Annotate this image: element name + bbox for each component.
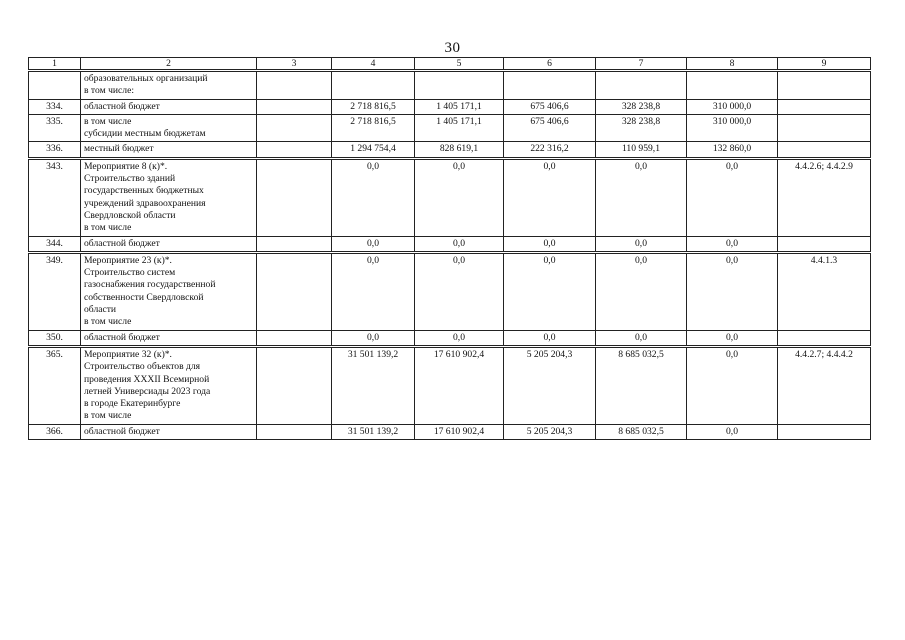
amount-cell-c6: 0,0 bbox=[504, 236, 596, 251]
amount-cell-c4: 0,0 bbox=[332, 330, 415, 345]
description-line: Строительство зданий bbox=[84, 173, 176, 185]
row-description bbox=[81, 142, 257, 157]
amount-cell-c7: 0,0 bbox=[596, 330, 687, 345]
description-line: областной бюджет bbox=[84, 100, 160, 112]
amount-cell-c7: 8 685 032,5 bbox=[596, 424, 687, 439]
amount-cell-c8: 310 000,0 bbox=[687, 99, 778, 114]
header-cell: 1 bbox=[29, 58, 81, 70]
amount-cell-c8: 0,0 bbox=[687, 159, 778, 236]
target-code-cell bbox=[778, 424, 871, 439]
row-number: 343. bbox=[29, 159, 81, 236]
target-code-cell bbox=[778, 99, 871, 114]
row-number: 350. bbox=[29, 330, 81, 345]
description-line: в том числе bbox=[84, 316, 132, 328]
row-description bbox=[81, 236, 257, 251]
amount-cell-c3 bbox=[257, 347, 332, 424]
amount-cell-c5: 0,0 bbox=[415, 330, 504, 345]
table-row bbox=[29, 142, 871, 157]
table-row bbox=[29, 236, 871, 251]
table-row bbox=[29, 330, 871, 345]
description-line: области bbox=[84, 304, 117, 316]
page-number: 30 bbox=[444, 40, 461, 56]
header-cell: 8 bbox=[687, 58, 778, 70]
description-line: проведения XXXII Всемирной bbox=[84, 373, 210, 385]
amount-cell-c4: 2 718 816,5 bbox=[332, 114, 415, 142]
row-description bbox=[81, 114, 257, 142]
description-line: областной бюджет bbox=[84, 425, 160, 437]
amount-cell-c7: 0,0 bbox=[596, 253, 687, 330]
amount-cell-c8: 0,0 bbox=[687, 236, 778, 251]
amount-cell-c3 bbox=[257, 253, 332, 330]
header-cell: 6 bbox=[504, 58, 596, 70]
target-code-cell: 4.4.1.3 bbox=[778, 253, 871, 330]
amount-cell-c5: 0,0 bbox=[415, 236, 504, 251]
description-line: государственных бюджетных bbox=[84, 185, 204, 197]
amount-cell-c8: 132 860,0 bbox=[687, 142, 778, 157]
row-description bbox=[81, 347, 257, 424]
table-row bbox=[29, 114, 871, 142]
amount-cell-c8: 0,0 bbox=[687, 424, 778, 439]
amount-cell-c8: 0,0 bbox=[687, 347, 778, 424]
description-line: Мероприятие 8 (к)*. bbox=[84, 160, 168, 172]
budget-table bbox=[28, 57, 871, 440]
header-cell: 4 bbox=[332, 58, 415, 70]
header-row bbox=[29, 58, 871, 70]
amount-cell-c8: 0,0 bbox=[687, 330, 778, 345]
description-line: газоснабжения государственной bbox=[84, 279, 216, 291]
amount-cell-c4: 31 501 139,2 bbox=[332, 347, 415, 424]
row-description bbox=[81, 159, 257, 236]
header-cell: 7 bbox=[596, 58, 687, 70]
amount-cell-c7: 0,0 bbox=[596, 236, 687, 251]
amount-cell-c3 bbox=[257, 72, 332, 100]
target-code-cell bbox=[778, 236, 871, 251]
amount-cell-c7: 328 238,8 bbox=[596, 114, 687, 142]
amount-cell-c4 bbox=[332, 72, 415, 100]
amount-cell-c5: 1 405 171,1 bbox=[415, 99, 504, 114]
row-description bbox=[81, 99, 257, 114]
amount-cell-c6: 675 406,6 bbox=[504, 99, 596, 114]
amount-cell-c7: 110 959,1 bbox=[596, 142, 687, 157]
row-number: 365. bbox=[29, 347, 81, 424]
row-number: 366. bbox=[29, 424, 81, 439]
amount-cell-c8: 0,0 bbox=[687, 253, 778, 330]
description-line: областной бюджет bbox=[84, 331, 160, 343]
amount-cell-c4: 1 294 754,4 bbox=[332, 142, 415, 157]
description-line: образовательных организаций bbox=[84, 73, 208, 84]
amount-cell-c3 bbox=[257, 99, 332, 114]
description-line: областной бюджет bbox=[84, 237, 160, 249]
amount-cell-c3 bbox=[257, 114, 332, 142]
amount-cell-c6: 5 205 204,3 bbox=[504, 347, 596, 424]
amount-cell-c4: 0,0 bbox=[332, 253, 415, 330]
header-cell: 3 bbox=[257, 58, 332, 70]
amount-cell-c4: 31 501 139,2 bbox=[332, 424, 415, 439]
target-code-cell bbox=[778, 72, 871, 100]
amount-cell-c5: 0,0 bbox=[415, 253, 504, 330]
amount-cell-c5 bbox=[415, 72, 504, 100]
amount-cell-c5: 1 405 171,1 bbox=[415, 114, 504, 142]
target-code-cell bbox=[778, 114, 871, 142]
amount-cell-c8 bbox=[687, 72, 778, 100]
amount-cell-c5: 0,0 bbox=[415, 159, 504, 236]
amount-cell-c7 bbox=[596, 72, 687, 100]
description-line: в том числе bbox=[84, 410, 132, 422]
description-line: в том числе bbox=[84, 222, 132, 234]
amount-cell-c3 bbox=[257, 330, 332, 345]
description-line: Мероприятие 23 (к)*. bbox=[84, 254, 172, 266]
amount-cell-c6 bbox=[504, 72, 596, 100]
row-description bbox=[81, 72, 257, 100]
description-line: Мероприятие 32 (к)*. bbox=[84, 348, 172, 360]
table-row bbox=[29, 253, 871, 330]
table-row bbox=[29, 72, 871, 100]
description-line: в том числе bbox=[84, 115, 132, 127]
table-row bbox=[29, 99, 871, 114]
row-number: 344. bbox=[29, 236, 81, 251]
description-line: учреждений здравоохранения bbox=[84, 197, 206, 209]
amount-cell-c3 bbox=[257, 159, 332, 236]
description-line: в том числе: bbox=[84, 85, 135, 97]
description-line: в городе Екатеринбурге bbox=[84, 398, 181, 410]
row-number: 349. bbox=[29, 253, 81, 330]
amount-cell-c6: 0,0 bbox=[504, 330, 596, 345]
description-line: собственности Свердловской bbox=[84, 291, 204, 303]
table-row bbox=[29, 347, 871, 424]
row-description bbox=[81, 424, 257, 439]
description-line: летней Универсиады 2023 года bbox=[84, 385, 211, 397]
amount-cell-c5: 828 619,1 bbox=[415, 142, 504, 157]
amount-cell-c6: 0,0 bbox=[504, 253, 596, 330]
header-cell: 5 bbox=[415, 58, 504, 70]
amount-cell-c6: 675 406,6 bbox=[504, 114, 596, 142]
amount-cell-c7: 0,0 bbox=[596, 159, 687, 236]
amount-cell-c6: 222 316,2 bbox=[504, 142, 596, 157]
amount-cell-c3 bbox=[257, 142, 332, 157]
table-row bbox=[29, 159, 871, 236]
amount-cell-c3 bbox=[257, 424, 332, 439]
amount-cell-c6: 5 205 204,3 bbox=[504, 424, 596, 439]
description-line: Строительство систем bbox=[84, 267, 176, 279]
amount-cell-c4: 0,0 bbox=[332, 159, 415, 236]
row-number: 335. bbox=[29, 114, 81, 142]
target-code-cell bbox=[778, 330, 871, 345]
amount-cell-c7: 328 238,8 bbox=[596, 99, 687, 114]
table-row bbox=[29, 424, 871, 439]
target-code-cell bbox=[778, 142, 871, 157]
target-code-cell: 4.4.2.7; 4.4.4.2 bbox=[778, 347, 871, 424]
row-description bbox=[81, 330, 257, 345]
row-description bbox=[81, 253, 257, 330]
description-line: Свердловской области bbox=[84, 209, 176, 221]
description-line: Строительство объектов для bbox=[84, 361, 201, 373]
amount-cell-c4: 0,0 bbox=[332, 236, 415, 251]
row-number bbox=[29, 72, 81, 100]
amount-cell-c5: 17 610 902,4 bbox=[415, 424, 504, 439]
description-line: субсидии местным бюджетам bbox=[84, 128, 206, 140]
header-cell: 2 bbox=[81, 58, 257, 70]
amount-cell-c4: 2 718 816,5 bbox=[332, 99, 415, 114]
amount-cell-c3 bbox=[257, 236, 332, 251]
amount-cell-c6: 0,0 bbox=[504, 159, 596, 236]
amount-cell-c8: 310 000,0 bbox=[687, 114, 778, 142]
row-number: 334. bbox=[29, 99, 81, 114]
amount-cell-c7: 8 685 032,5 bbox=[596, 347, 687, 424]
row-number: 336. bbox=[29, 142, 81, 157]
target-code-cell: 4.4.2.6; 4.4.2.9 bbox=[778, 159, 871, 236]
description-line: местный бюджет bbox=[84, 143, 154, 155]
header-cell: 9 bbox=[778, 58, 871, 70]
amount-cell-c5: 17 610 902,4 bbox=[415, 347, 504, 424]
